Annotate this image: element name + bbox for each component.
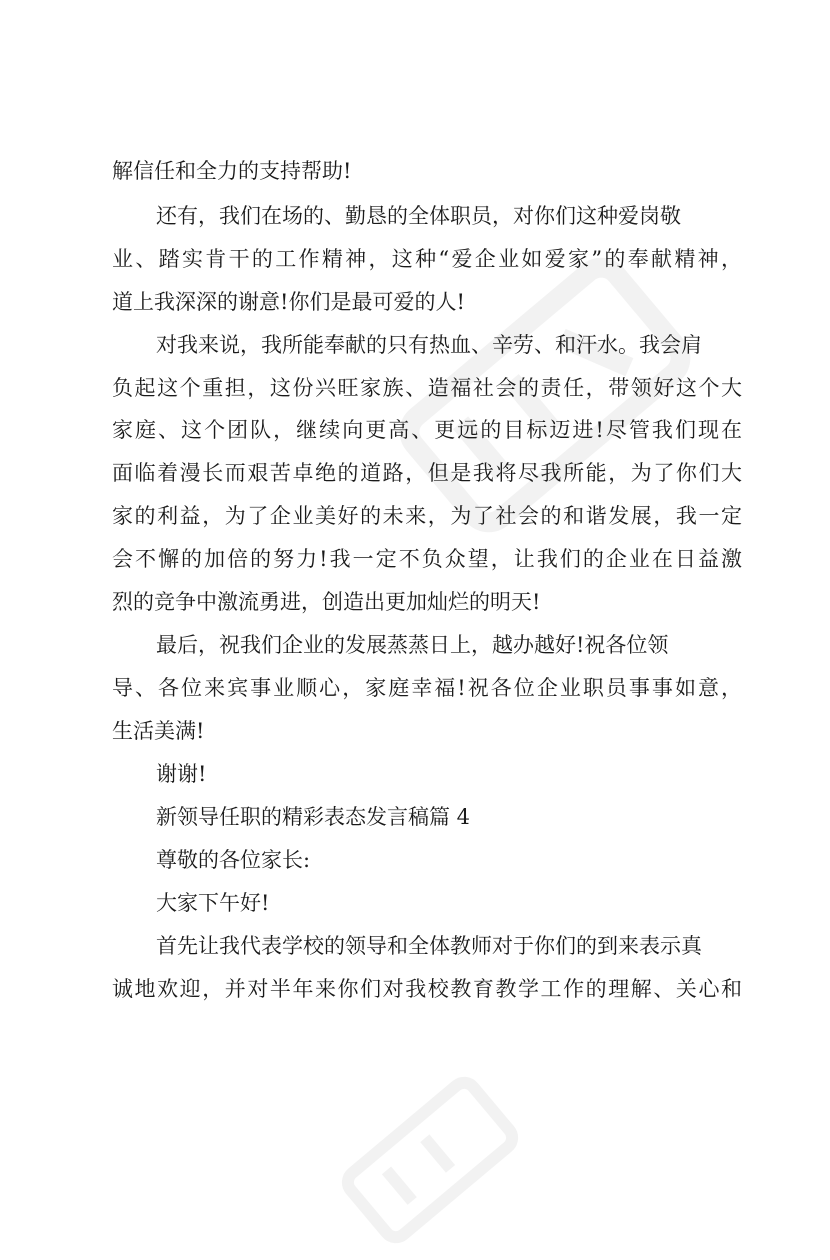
paragraph-line: 烈的竞争中激流勇进，创造出更加灿烂的明天! bbox=[112, 590, 541, 614]
paragraph-line: 家的利益，为了企业美好的未来，为了社会的和谐发展，我一定 bbox=[112, 504, 742, 528]
paragraph-line: 生活美满! bbox=[112, 719, 205, 743]
paragraph-line: 对我来说，我所能奉献的只有热血、辛劳、和汗水。我会肩 bbox=[156, 333, 702, 357]
salutation: 尊敬的各位家长: bbox=[156, 848, 311, 872]
paragraph-line: 业、踏实肯干的工作精神，这种“爱企业如爱家”的奉献精神， bbox=[112, 247, 742, 271]
greeting: 大家下午好! bbox=[156, 891, 270, 915]
paragraph-line: 最后，祝我们企业的发展蒸蒸日上，越办越好!祝各位领 bbox=[156, 633, 669, 657]
paragraph-line: 诚地欢迎，并对半年来你们对我校教育教学工作的理解、关心和 bbox=[112, 977, 742, 1001]
paragraph-line: 道上我深深的谢意!你们是最可爱的人! bbox=[112, 290, 465, 314]
paragraph-line: 谢谢! bbox=[156, 762, 207, 786]
paragraph-line: 首先让我代表学校的领导和全体教师对于你们的到来表示真 bbox=[156, 934, 702, 958]
paragraph-line: 解信任和全力的支持帮助! bbox=[112, 159, 352, 183]
paragraph-line: 还有，我们在场的、勤恳的全体职员，对你们这种爱岗敬 bbox=[156, 204, 681, 228]
watermark-icon bbox=[300, 1060, 560, 1260]
paragraph-line: 负起这个重担，这份兴旺家族、造福社会的责任，带领好这个大 bbox=[112, 376, 742, 400]
paragraph-line: 会不懈的加倍的努力!我一定不负众望，让我们的企业在日益激 bbox=[112, 547, 742, 571]
paragraph-line: 导、各位来宾事业顺心，家庭幸福!祝各位企业职员事事如意， bbox=[112, 676, 742, 700]
paragraph-line: 家庭、这个团队，继续向更高、更远的目标迈进!尽管我们现在 bbox=[112, 418, 742, 442]
section-heading: 新领导任职的精彩表态发言稿篇 4 bbox=[156, 805, 471, 829]
paragraph-line: 面临着漫长而艰苦卓绝的道路，但是我将尽我所能，为了你们大 bbox=[112, 461, 742, 485]
